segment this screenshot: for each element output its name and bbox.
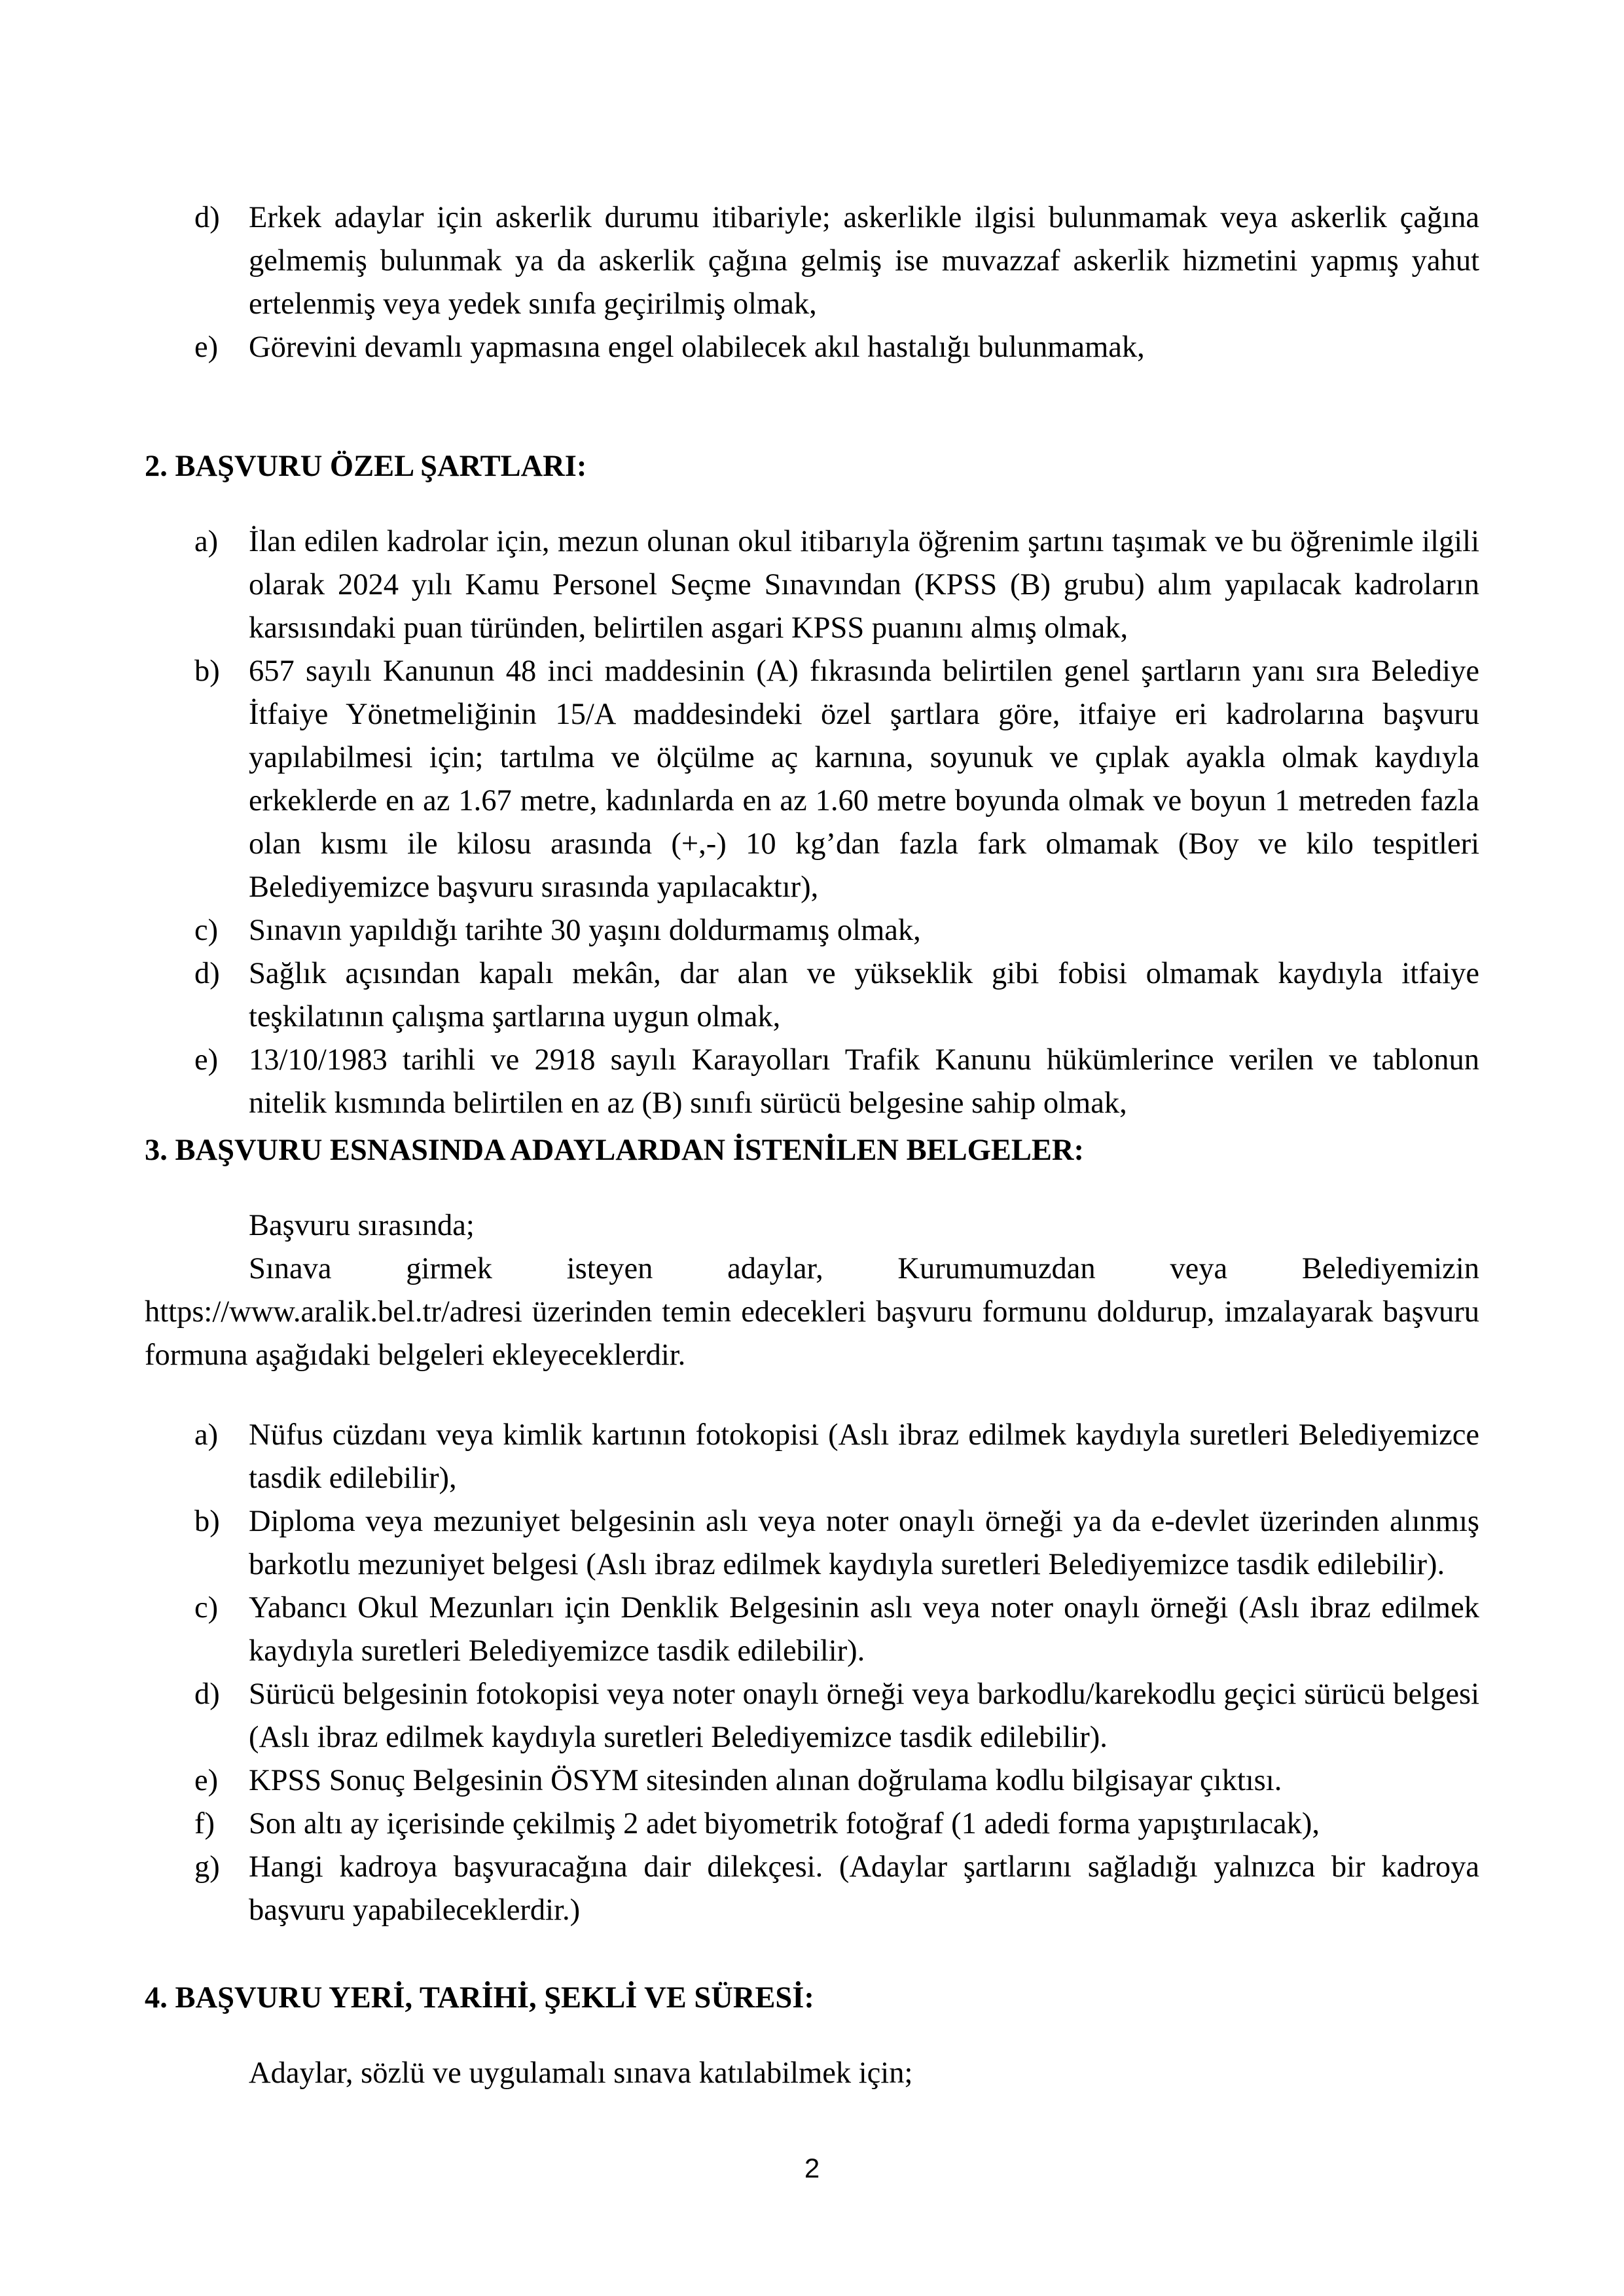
list-item-text: Nüfus cüzdanı veya kimlik kartının fotokopisi (Aslı ibraz edilmek kaydıyla suretleri Belediyemizce tasdik edilebilir), bbox=[249, 1418, 1479, 1495]
page-number: 2 bbox=[804, 2153, 820, 2183]
list-item-text: Görevini devamlı yapmasına engel olabilecek akıl hastalığı bulunmamak, bbox=[249, 331, 1145, 364]
list-marker: a) bbox=[194, 525, 219, 558]
list-marker: b) bbox=[194, 1505, 220, 1538]
list-marker: b) bbox=[194, 655, 220, 688]
list-item-text: Sürücü belgesinin fotokopisi veya noter onaylı örneği veya barkodlu/karekodlu geçici sürücü belgesi (Aslı ibraz edilmek kaydıyla suretleri Belediyemizce tasdik edilebilir). bbox=[249, 1677, 1479, 1754]
list-item bbox=[0, 1803, 1624, 1846]
list-item-text: 657 sayılı Kanunun 48 inci maddesinin (A) fıkrasında belirtilen genel şartların yanı sıra Belediye İtfaiye Yönetmeliğinin 15/A maddesindeki özel şartlara göre, itfaiye eri kadrolarına başvuru yapılabilmesi için; tartılma ve ölçülme aç karnına, soyunuk ve çıplak ayakla olmak kaydıyla erkeklerde en az 1.67 metre, kadınlarda en az 1.60 metre boyunda olmak ve boyun 1 metreden fazla olan kısmı ile kilosu arasında (+,-) 10 kg’dan fazla fark olmamak (Boy ve kilo tespitleri Belediyemizce başvuru sırasında yapılacaktır), bbox=[249, 655, 1479, 904]
list-item bbox=[0, 909, 1624, 952]
section-heading-application-place-date: 4. BAŞVURU YERİ, TARİHİ, ŞEKLİ VE SÜRESİ: bbox=[145, 1981, 814, 2015]
list-marker: d) bbox=[194, 201, 220, 234]
list-item bbox=[0, 1039, 1624, 1125]
special-conditions-list bbox=[0, 520, 1624, 1125]
list-item-text: Diploma veya mezuniyet belgesinin aslı veya noter onaylı örneği ya da e-devlet üzerinden alınmış barkotlu mezuniyet belgesi (Aslı ibraz edilmek kaydıyla suretleri Belediyemizce tasdik edilebilir). bbox=[249, 1505, 1479, 1581]
intro-paragraph-rest: https://www.aralik.bel.tr/adresi üzerinden temin edecekleri başvuru formunu doldurup, imzalayarak başvuru formuna aşağıdaki belgeleri ekleyeceklerdir. bbox=[145, 1295, 1479, 1372]
list-item bbox=[0, 1587, 1624, 1673]
list-item-text: Yabancı Okul Mezunları için Denklik Belgesinin aslı veya noter onaylı örneği (Aslı ibraz edilmek kaydıyla suretleri Belediyemizce tasdik edilebilir). bbox=[249, 1591, 1479, 1668]
required-documents-intro bbox=[0, 1204, 1624, 1377]
intro-paragraph-first-line: Sınava girmek isteyen adaylar, Kurumumuzdan veya Belediyemizin bbox=[249, 1252, 1479, 1285]
list-marker: e) bbox=[194, 1043, 219, 1077]
list-item bbox=[0, 196, 1624, 326]
list-marker: a) bbox=[194, 1418, 219, 1452]
intro-line: Başvuru sırasında; bbox=[249, 1209, 475, 1242]
list-item-text: Sağlık açısından kapalı mekân, dar alan ve yükseklik gibi fobisi olmamak kaydıyla itfaiye teşkilatının çalışma şartlarına uygun olmak, bbox=[249, 957, 1479, 1033]
section-heading-required-documents: 3. BAŞVURU ESNASINDA ADAYLARDAN İSTENİLEN BELGELER: bbox=[145, 1134, 1084, 1167]
list-marker: f) bbox=[194, 1807, 215, 1840]
list-item bbox=[0, 1673, 1624, 1759]
list-item-text: 13/10/1983 tarihli ve 2918 sayılı Karayolları Trafik Kanunu hükümlerince verilen ve tablonun nitelik kısmında belirtilen en az (B) sınıfı sürücü belgesine sahip olmak, bbox=[249, 1043, 1479, 1120]
list-marker: e) bbox=[194, 331, 219, 364]
list-marker: e) bbox=[194, 1764, 219, 1797]
general-conditions-list bbox=[0, 196, 1624, 369]
list-item bbox=[0, 650, 1624, 909]
list-marker: c) bbox=[194, 914, 219, 947]
list-item bbox=[0, 952, 1624, 1039]
list-marker: g) bbox=[194, 1850, 220, 1884]
list-item-text: İlan edilen kadrolar için, mezun olunan okul itibarıyla öğrenim şartını taşımak ve bu öğrenimle ilgili olarak 2024 yılı Kamu Personel Seçme Sınavından (KPSS (B) grubu) alım yapılacak kadroların karsısındaki puan türünden, belirtilen asgari KPSS puanını almış olmak, bbox=[249, 525, 1479, 645]
list-item bbox=[0, 1414, 1624, 1500]
list-marker: d) bbox=[194, 957, 220, 990]
list-item bbox=[0, 326, 1624, 369]
list-marker: c) bbox=[194, 1591, 219, 1624]
list-item-text: Sınavın yapıldığı tarihte 30 yaşını doldurmamış olmak, bbox=[249, 914, 921, 947]
list-item-text: Hangi kadroya başvuracağına dair dilekçesi. (Adaylar şartlarını sağladığı yalnızca bir kadroya başvuru yapabileceklerdir.) bbox=[249, 1850, 1479, 1927]
section-heading-special-conditions: 2. BAŞVURU ÖZEL ŞARTLARI: bbox=[145, 450, 587, 483]
list-item bbox=[0, 1846, 1624, 1932]
list-item bbox=[0, 520, 1624, 650]
list-item bbox=[0, 1759, 1624, 1803]
required-documents-list bbox=[0, 1414, 1624, 1932]
list-marker: d) bbox=[194, 1677, 220, 1711]
list-item-text: Erkek adaylar için askerlik durumu itibariyle; askerlikle ilgisi bulunmamak veya askerlik çağına gelmemiş bulunmak ya da askerlik çağına gelmiş ise muvazzaf askerlik hizmetini yapmış yahut ertelenmiş veya yedek sınıfa geçirilmiş olmak, bbox=[249, 201, 1479, 321]
list-item-text: Son altı ay içerisinde çekilmiş 2 adet biyometrik fotoğraf (1 adedi forma yapıştırılacak), bbox=[249, 1807, 1320, 1840]
list-item-text: KPSS Sonuç Belgesinin ÖSYM sitesinden alınan doğrulama kodlu bilgisayar çıktısı. bbox=[249, 1764, 1282, 1797]
list-item bbox=[0, 1500, 1624, 1587]
application-intro-line: Adaylar, sözlü ve uygulamalı sınava katılabilmek için; bbox=[249, 2056, 913, 2090]
